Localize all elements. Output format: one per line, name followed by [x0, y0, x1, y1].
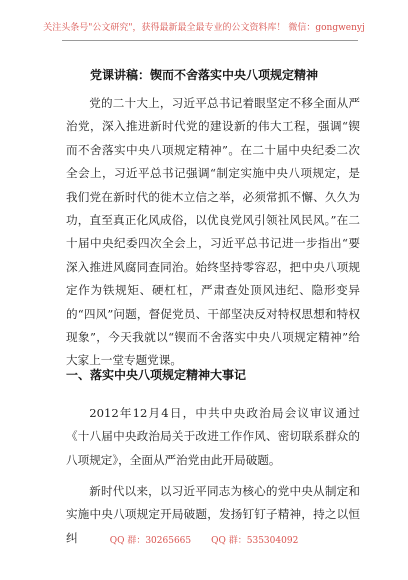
header-divider — [62, 40, 358, 41]
intro-paragraph: 党的二十大上，习近平总书记着眼坚定不移全面从严治党，深入推进新时代党的建设新的伟大工程，强调“锲而不舍落实中央八项规定精神”。在二十届中央纪委二次全会上，习近平总书记强调“制定实施中央八项规定，是我们党在新时代的徙木立信之举，必须常抓不懈、久久为功，直至真正化风成俗，以优良党风引领社风民风。”在二十届中央纪委四次全会上，习近平总书记进一步指出“要深入推进风腐同查同治。始终坚持零容忍，把中央八项规定作为铁规矩、硬杠杠，严肃查处顶风违纪、隐形变异的“四风”问题，督促党员、干部坚决反对特权思想和特权现象”，今天我就以“锲而不舍落实中央八项规定精神”给大家上一堂专题党课。 — [66, 96, 360, 368]
section-heading: 一、落实中央八项规定精神大事记 — [66, 368, 247, 382]
footer-qq-groups — [0, 533, 408, 546]
paragraph-2012: 2012年12月4日，中共中央政治局会议审议通过《十八届中央政治局关于改进工作作风、密切联系群众的八项规定》，全面从严治党由此开局破题。 — [66, 406, 360, 467]
footer-qq-group-2: QQ 群：535304092 — [211, 536, 299, 546]
document-title: 党课讲稿：锲而不舍落实中央八项规定精神 — [89, 68, 318, 82]
paragraph-new-era: 新时代以来，以习近平同志为核心的党中央从制定和实施中央八项规定开局破题，发扬钉钉子精神，持之以恒纠 — [66, 484, 360, 545]
header-promo-note: 关注头条号"公文研究"，获得最新最全最专业的公文资料库！ 微信：gongwenyj — [43, 23, 365, 33]
footer-qq-group-1: QQ 群：30265665 — [109, 536, 192, 546]
